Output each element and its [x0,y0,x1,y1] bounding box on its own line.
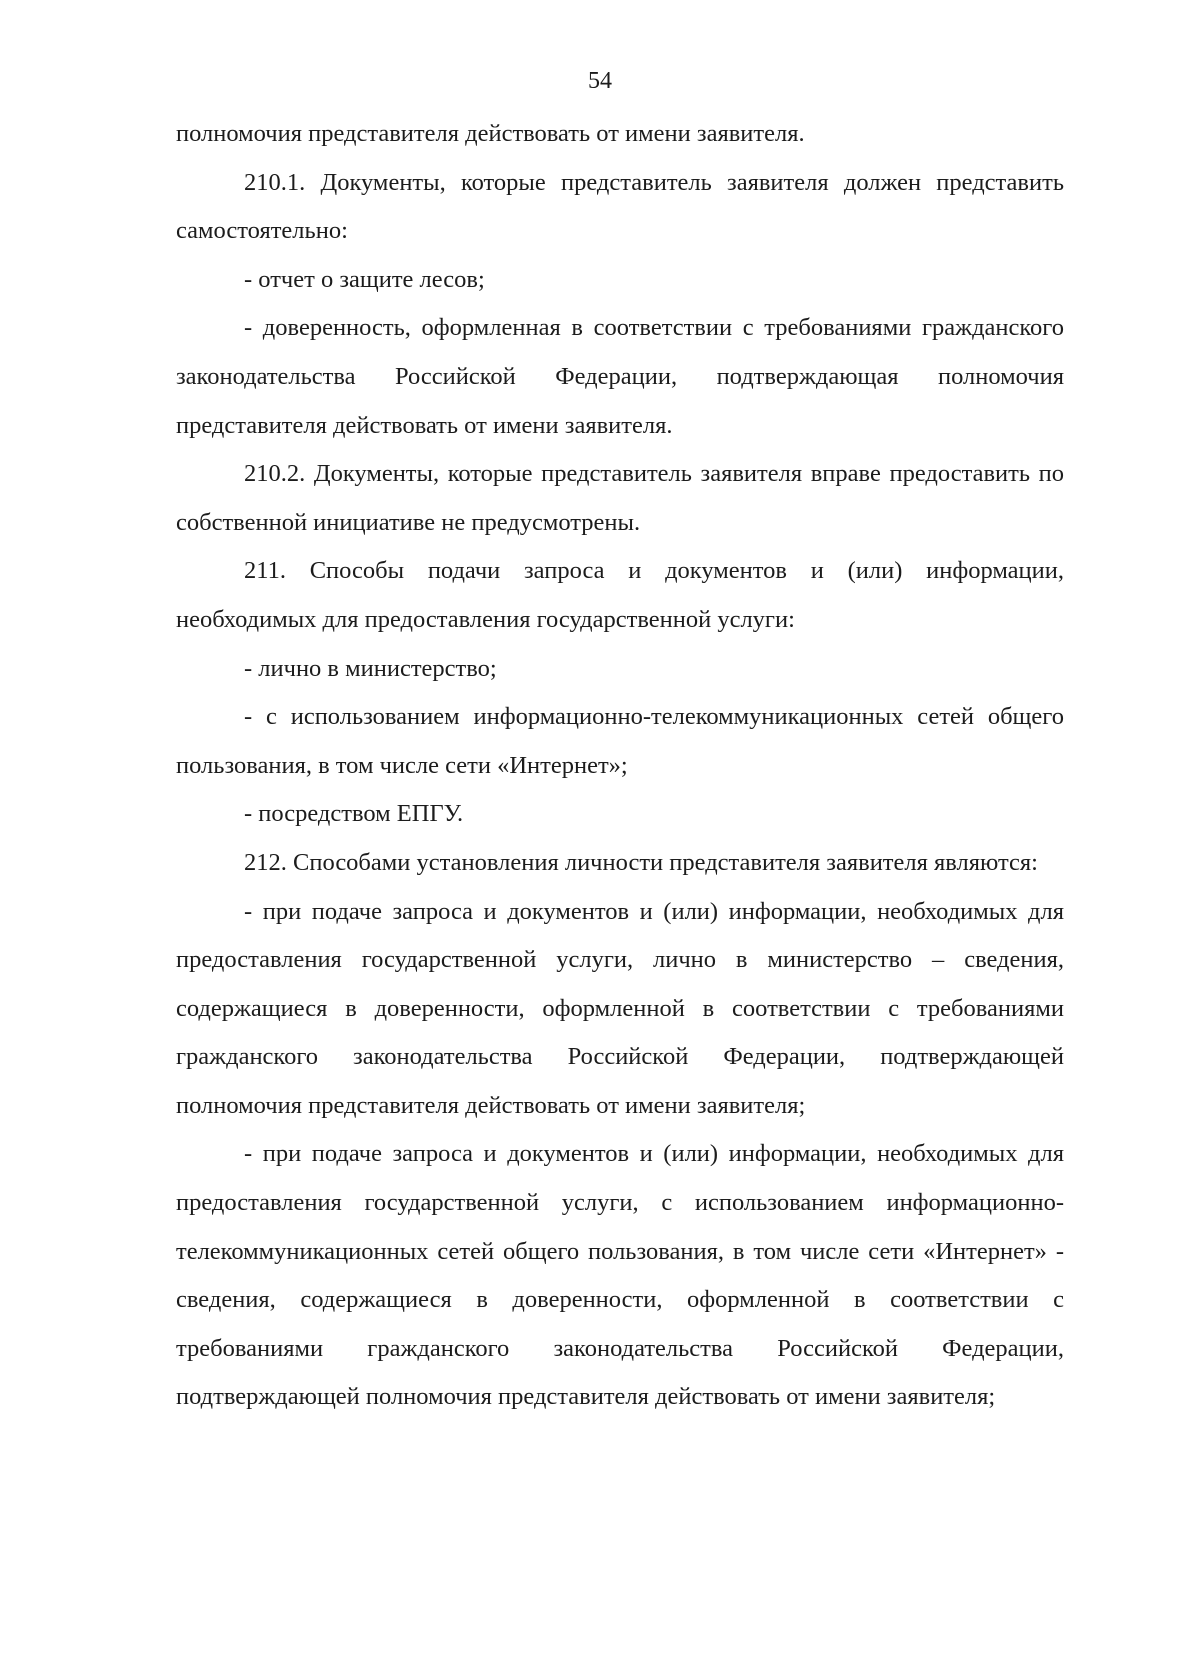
paragraph-210-2: 210.2. Документы, которые представитель заявителя вправе предоставить по собственной инициативе не предусмотрены. [176,460,1064,536]
list-item-forest-report: - отчет о защите лесов; [244,265,485,293]
list-item-epgu: - посредством ЕПГУ. [244,800,464,828]
paragraph-continuation: полномочия представителя действовать от имени заявителя. [176,120,805,147]
list-item-power-of-attorney: - доверенность, оформленная в соответствии с требованиями гражданского законодательства Российской Федерации, подтверждающая полномочия представителя действовать от имени заявителя. [176,314,1064,439]
paragraph-210-1: 210.1. Документы, которые представитель заявителя должен представить самостоятельно: [176,168,1064,245]
paragraph-212: 212. Способами установления личности представителя заявителя являются: [244,848,1038,876]
list-item-in-person: - лично в министерство; [244,654,497,682]
list-item-identification-internet: - при подаче запроса и документов и (или) информации, необходимых для предоставления государственной услуги, с использованием информационно-телекоммуникационных сетей общего пользования, в том числе сети «Интернет» - сведения, содержащиеся в доверенности, оформленной в соответствии с требованиями гражданского законодательства Российской Федерации, подтверждающей полномочия представителя действовать от имени заявителя; [176,1140,1064,1411]
list-item-internet: - с использованием информационно-телекоммуникационных сетей общего пользования, в том числе сети «Интернет»; [176,703,1064,779]
list-item-identification-in-person: - при подаче запроса и документов и (или) информации, необходимых для предоставления государственной услуги, лично в министерство – сведения, содержащиеся в доверенности, оформленной в соответствии с требованиями гражданского законодательства Российской Федерации, подтверждающей полномочия представителя действовать от имени заявителя; [176,897,1064,1119]
page-number: 54 [588,68,612,94]
paragraph-211: 211. Способы подачи запроса и документов и (или) информации, необходимых для предоставления государственной услуги: [176,557,1064,633]
page-body [176,110,1064,1422]
